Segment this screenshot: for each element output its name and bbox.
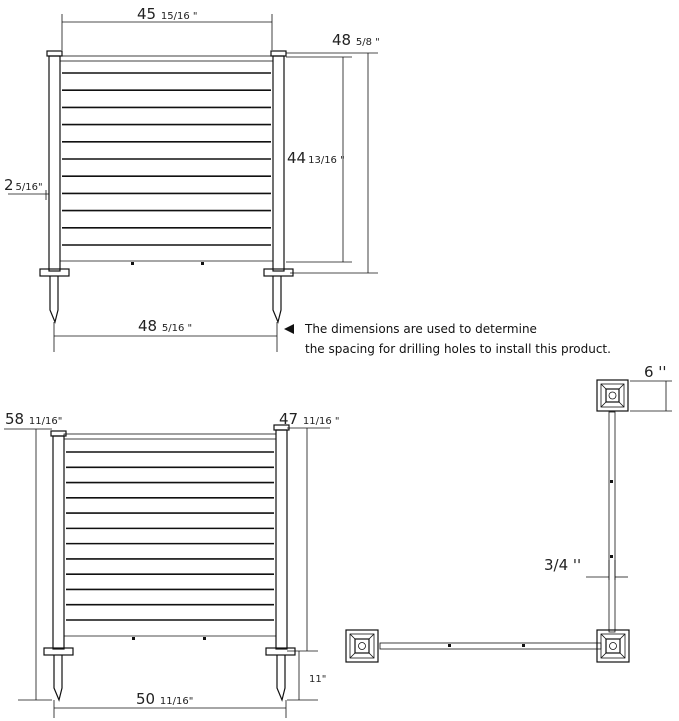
side-left-post (53, 436, 64, 649)
plan-horizontal-panel (380, 643, 601, 649)
note (284, 322, 611, 356)
plan-vertical-panel (609, 412, 615, 632)
front-left-post (49, 56, 60, 271)
note-arrow-icon (284, 324, 294, 334)
front-left-base-plate (40, 269, 69, 276)
side-width-label: 50 11/16" (136, 690, 194, 708)
front-left-spike (50, 276, 58, 322)
plan-panel-thickness-label: 3/4 '' (544, 556, 582, 574)
side-right-height-label: 47 11/16 " (279, 410, 340, 428)
front-right-spike (273, 276, 281, 322)
side-left-height-label: 58 11/16" (5, 410, 63, 428)
plan-post-corner (597, 630, 629, 662)
plan-view (346, 363, 672, 662)
side-right-spike (277, 655, 285, 700)
side-view (4, 410, 339, 718)
front-hole-spacing-label: 48 5/16 " (138, 317, 193, 335)
side-ground-depth-label: 11" (309, 674, 327, 685)
plan-post-top (597, 380, 628, 411)
front-post-width-label: 2 5/16" (4, 176, 43, 194)
front-post-height-label: 48 5/8 " (332, 31, 380, 49)
front-right-post (273, 56, 284, 271)
note-line-2: the spacing for drilling holes to install this product. (305, 342, 611, 356)
side-right-post (276, 430, 287, 649)
front-width-label: 45 15/16 " (137, 5, 198, 23)
front-right-base-plate (264, 269, 293, 276)
plan-post-size-label: 6 '' (644, 363, 667, 381)
front-panel-height-label: 44 13/16 " (287, 149, 345, 167)
side-slats (66, 452, 274, 620)
note-line-1: The dimensions are used to determine (305, 322, 537, 336)
front-view (4, 5, 380, 352)
front-slats (62, 73, 271, 245)
side-left-spike (54, 655, 62, 700)
plan-post-left (346, 630, 378, 662)
